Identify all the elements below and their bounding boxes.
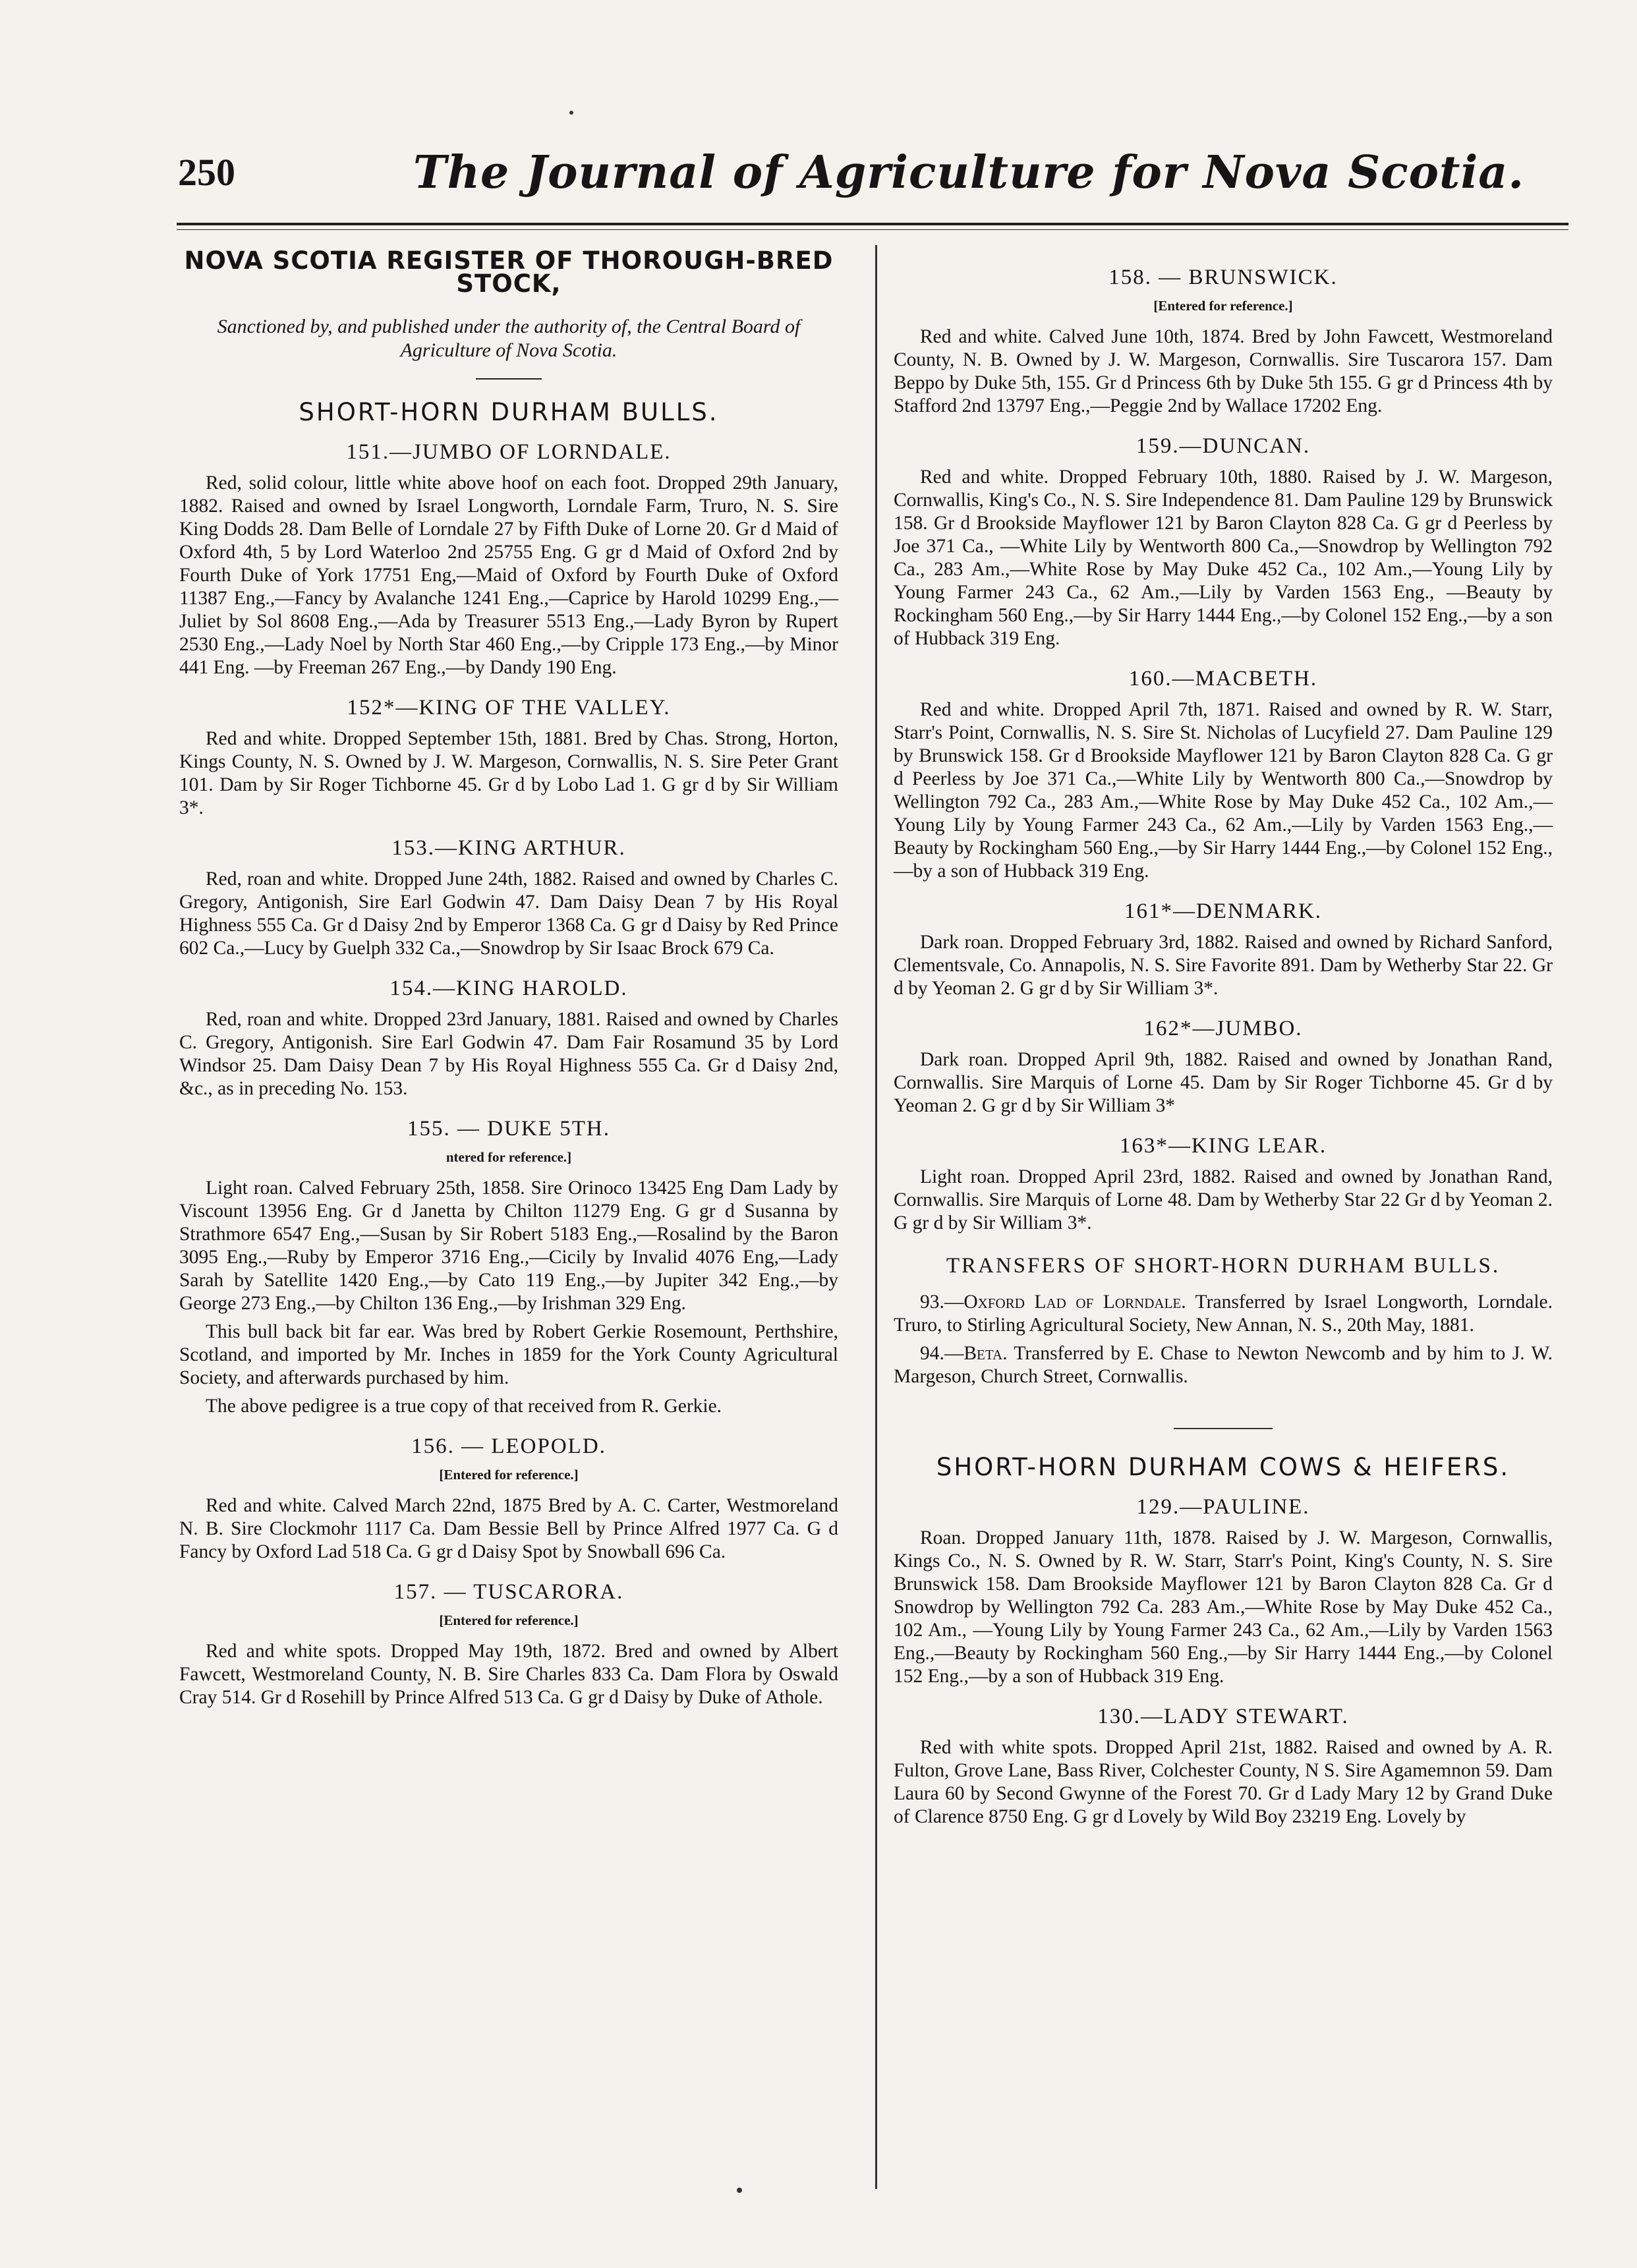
entry-paragraph: Dark roan. Dropped April 9th, 1882. Raised and owned by Jonathan Rand, Cornwallis. Sire Marquis of Lorne 45. Dam by Sir Roger Tichborne 45. Gr d by Yeoman 2. G gr d by Sir William 3* <box>894 1049 1553 1116</box>
entry-paragraph: Red and white. Dropped February 10th, 1880. Raised by J. W. Margeson, Cornwallis, King's Co., N. S. Sire Independence 81. Dam Pauline 129 by Brunswick 158. Gr d Brookside Mayflower 121 by Baron Clayton 828 Ca. G gr d Peerless by Joe 371 Ca., —White Lily by Wentworth 800 Ca.,—Snowdrop by Wellington 792 Ca., 283 Am.,—White Rose by May Duke 452 Ca., 102 Am.,—Young Lily by Young Farmer 243 Ca., 62 Am.,—Lily by Varden 1563 Eng., —Beauty by Rockingham 560 Eng.,—by Sir Harry 1444 Eng.,—by Colonel 152 Eng.,—by a son of Hubback 319 Eng. <box>894 467 1553 649</box>
entry-title: 130.—LADY STEWART. <box>1097 1705 1349 1728</box>
entry-title: 152*—KING OF THE VALLEY. <box>347 696 671 720</box>
register-title: NOVA SCOTIA REGISTER OF THOROUGH-BRED STOCK, <box>184 246 834 298</box>
column-divider <box>875 245 877 2189</box>
entered-note: [Entered for reference.] <box>439 1612 579 1628</box>
section-title-bulls: SHORT-HORN DURHAM BULLS. <box>299 398 719 426</box>
divider <box>1174 1428 1273 1429</box>
speck <box>737 2188 742 2193</box>
entry-title: 157. — TUSCARORA. <box>393 1580 624 1604</box>
entry-paragraph: The above pedigree is a true copy of that received from R. Gerkie. <box>206 1396 722 1417</box>
entry-title: 163*—KING LEAR. <box>1119 1134 1327 1158</box>
entry-paragraph: Red, roan and white. Dropped June 24th, 1882. Raised and owned by Charles C. Gregory, Antigonish, Sire Earl Godwin 47. Dam Daisy Dean 7 by His Royal Highness 555 Ca. Gr d Daisy 2nd by Emperor 1368 Ca. G gr d Daisy by Red Prince 602 Ca.,—Lucy by Guelph 332 Ca.,—Snowdrop by Sir Isaac Brock 679 Ca. <box>179 868 838 959</box>
entry-paragraph: Roan. Dropped January 11th, 1878. Raised by J. W. Margeson, Cornwallis, Kings Co., N. S. Owned by R. W. Starr, Starr's Point, King's County, N. S. Sire Brunswick 158. Dam Brookside Mayflower 121 by Baron Clayton 828 Ca. Gr d Snowdrop by Wellington 792 Ca. 283 Am.,—White Rose by May Duke 452 Ca., 102 Am., —Young Lily by Young Farmer 243 Ca., 62 Am.,—Lily by Varden 1563 Eng.,—Beauty by Rockingham 560 Eng.,—by Sir Harry 1444 Eng.,—by Colonel 152 Eng.,—by a son of Hubback 319 Eng. <box>894 1527 1553 1687</box>
entry-list <box>894 1496 1553 1829</box>
section-title-cows: SHORT-HORN DURHAM COWS & HEIFERS. <box>936 1453 1510 1481</box>
header-rule-thin <box>177 229 1568 230</box>
entry-paragraph: This bull back bit far ear. Was bred by Robert Gerkie Rosemount, Perthshire, Scotland, and imported by Mr. Inches in 1859 for the York County Agricultural Society, and afterwards purchased by him. <box>179 1321 838 1388</box>
entry-title: 158. — BRUNSWICK. <box>1108 266 1338 289</box>
entry-title: 162*—JUMBO. <box>1143 1017 1303 1040</box>
entry-title: 155. — DUKE 5TH. <box>407 1117 610 1141</box>
entry-paragraph: Red and white. Dropped April 7th, 1871. Raised and owned by R. W. Starr, Starr's Point, Cornwallis, N. S. Sire St. Nicholas of Lucyfield 27. Dam Pauline 129 by Brunswick 158. Gr d Brookside Mayflower 121 by Baron Clayton 828 Ca. G gr d Peerless by Joe 371 Ca.,—White Lily by Wentworth 800 Ca.,—Snowdrop by Wellington 792 Ca., 283 Am.,—White Rose by May Duke 452 Ca., 102 Am.,—Young Lily by Young Farmer 243 Ca., 62 Am.,—Lily by Varden 1563 Eng.,—Beauty by Rockingham 560 Eng.,—by Sir Harry 1444 Eng.,—by Colonel 152 Eng.,—by a son of Hubback 319 Eng. <box>894 699 1553 882</box>
header-rule-thick <box>177 223 1568 225</box>
entry-title: 156. — LEOPOLD. <box>411 1434 606 1458</box>
entry-title: 160.—MACBETH. <box>1128 667 1318 691</box>
transfer-lead: 94.—Beta. <box>920 1343 1008 1364</box>
left-column <box>179 246 838 1715</box>
transfer-entry <box>894 1291 1553 1337</box>
entry-paragraph: Red and white spots. Dropped May 19th, 1872. Bred and owned by Albert Fawcett, Westmoreland County, N. B. Sire Charles 833 Ca. Dam Flora by Oswald Cray 514. Gr d Rosehill by Prince Alfred 513 Ca. G gr d Daisy by Duke of Athole. <box>179 1641 838 1708</box>
entry-paragraph: Light roan. Calved February 25th, 1858. Sire Orinoco 13425 Eng Dam Lady by Viscount 13956 Eng. Gr d Janetta by Chilton 11279 Eng. G gr d Susanna by Strathmore 6547 Eng.,—Susan by Sir Robert 5183 Eng.,—Rosalind by the Baron 3095 Eng.,—Ruby by Emperor 3716 Eng.,—Cicily by Invalid 4076 Eng,—Lady Sarah by Satellite 1420 Eng.,—by Cato 119 Eng.,—by Jupiter 342 Eng.,—by George 273 Eng.,—by Chilton 136 Eng.,—by Irishman 329 Eng. <box>179 1177 838 1314</box>
entered-note: [Entered for reference.] <box>1153 298 1293 314</box>
entry-title: 154.—KING HAROLD. <box>389 977 628 1000</box>
entry-title: 159.—DUNCAN. <box>1135 434 1311 458</box>
entry-paragraph: Red and white. Calved June 10th, 1874. Bred by John Fawcett, Westmoreland County, N. B. Owned by J. W. Margeson, Cornwallis. Sire Tuscarora 157. Dam Beppo by Duke 5th, 155. Gr d Princess 6th by Duke 5th 155. G gr d Princess 4th by Stafford 2nd 13797 Eng.,—Peggie 2nd by Wallace 17202 Eng. <box>894 326 1553 416</box>
entry-list <box>179 441 838 1709</box>
entered-note: ntered for reference.] <box>445 1149 572 1165</box>
entry-paragraph: Red, solid colour, little white above hoof on each foot. Dropped 29th January, 1882. Raised and owned by Israel Longworth, Lorndale Farm, Truro, N. S. Sire King Dodds 28. Dam Belle of Lorndale 27 by Fifth Duke of Lorne 20. Gr d Maid of Oxford 4th, 5 by Lord Waterloo 2nd 25755 Eng. G gr d Maid of Oxford 2nd by Fourth Duke of York 17751 Eng,—Maid of Oxford by Fourth Duke of Oxford 11387 Eng.,—Fancy by Avalanche 1241 Eng.,—Caprice by Harold 10299 Eng.,—Juliet by Sol 8608 Eng.,—Ada by Treasurer 5513 Eng.,—Lady Byron by Rupert 2530 Eng.,—Lady Noel by North Star 460 Eng.,—by Cripple 173 Eng.,—by Minor 441 Eng. —by Freeman 267 Eng.,—by Dandy 190 Eng. <box>179 472 838 678</box>
entry-list <box>894 266 1553 1235</box>
entry-paragraph: Red and white. Calved March 22nd, 1875 Bred by A. C. Carter, Westmoreland N. B. Sire Clockmohr 1117 Ca. Dam Bessie Bell by Prince Alfred 1977 Ca. G d Fancy by Oxford Lad 518 Ca. G gr d Daisy Spot by Snowball 696 Ca. <box>179 1495 838 1562</box>
section-title-transfers: TRANSFERS OF SHORT-HORN DURHAM BULLS. <box>946 1254 1501 1278</box>
entry-paragraph: Dark roan. Dropped February 3rd, 1882. Raised and owned by Richard Sanford, Clementsvale, Co. Annapolis, N. S. Sire Favorite 891. Dam by Wetherby Star 22. Gr d by Yeoman 2. G gr d by Sir William 3*. <box>894 932 1553 999</box>
transfer-text: Transferred by Israel Longworth, Lorndale. Truro, to Stirling Agricultural Society, New Annan, N. S., 20th May, 1881. <box>894 1291 1553 1336</box>
entry-paragraph: Red with white spots. Dropped April 21st, 1882. Raised and owned by A. R. Fulton, Grove Lane, Bass River, Colchester County, N S. Sire Agamemnon 59. Dam Laura 60 by Second Gwynne of the Forest 70. Gr d Lady Mary 12 by Grand Duke of Clarence 8750 Eng. G gr d Lovely by Wild Boy 23219 Eng. Lovely by <box>894 1737 1553 1827</box>
entry-title: 161*—DENMARK. <box>1124 899 1323 923</box>
speck <box>569 111 573 115</box>
right-column <box>894 249 1553 1834</box>
page-number: 250 <box>178 151 235 194</box>
entry-paragraph: Light roan. Dropped April 23rd, 1882. Raised and owned by Jonathan Rand, Cornwallis. Sire Marquis of Lorne 48. Dam by Wetherby Star 22 Gr d by Yeoman 2. G gr d by Sir William 3*. <box>894 1166 1553 1233</box>
transfer-list <box>894 1291 1553 1388</box>
entry-title: 151.—JUMBO OF LORNDALE. <box>346 440 672 464</box>
transfer-lead: 93.—Oxford Lad of Lorndale. <box>920 1291 1186 1313</box>
entry-title: 129.—PAULINE. <box>1136 1495 1310 1519</box>
entry-title: 153.—KING ARTHUR. <box>391 836 626 860</box>
journal-title: The Journal of Agriculture for Nova Scotia. <box>413 146 1525 199</box>
entry-paragraph: Red and white. Dropped September 15th, 1881. Bred by Chas. Strong, Horton, Kings County, N. S. Owned by J. W. Margeson, Cornwallis, N. S. Sire Peter Grant 101. Dam by Sir Roger Tichborne 45. Gr d by Lobo Lad 1. G gr d by Sir William 3*. <box>179 728 838 818</box>
sanction-note: Sanctioned by, and published under the authority of, the Central Board of Agriculture of Nova Scotia. <box>217 316 801 361</box>
transfer-text: Transferred by E. Chase to Newton Newcomb and by him to J. W. Margeson, Church Street, Cornwallis. <box>894 1343 1553 1387</box>
entered-note: [Entered for reference.] <box>439 1467 579 1483</box>
divider <box>476 378 542 380</box>
transfer-entry <box>894 1342 1553 1388</box>
entry-paragraph: Red, roan and white. Dropped 23rd January, 1881. Raised and owned by Charles C. Gregory, Antigonish. Sire Earl Godwin 47. Dam Fair Rosamund 35 by Lord Windsor 25. Dam Daisy Dean 7 by His Royal Highness 555 Ca. Gr d Daisy 2nd, &c., as in preceding No. 153. <box>179 1009 838 1099</box>
